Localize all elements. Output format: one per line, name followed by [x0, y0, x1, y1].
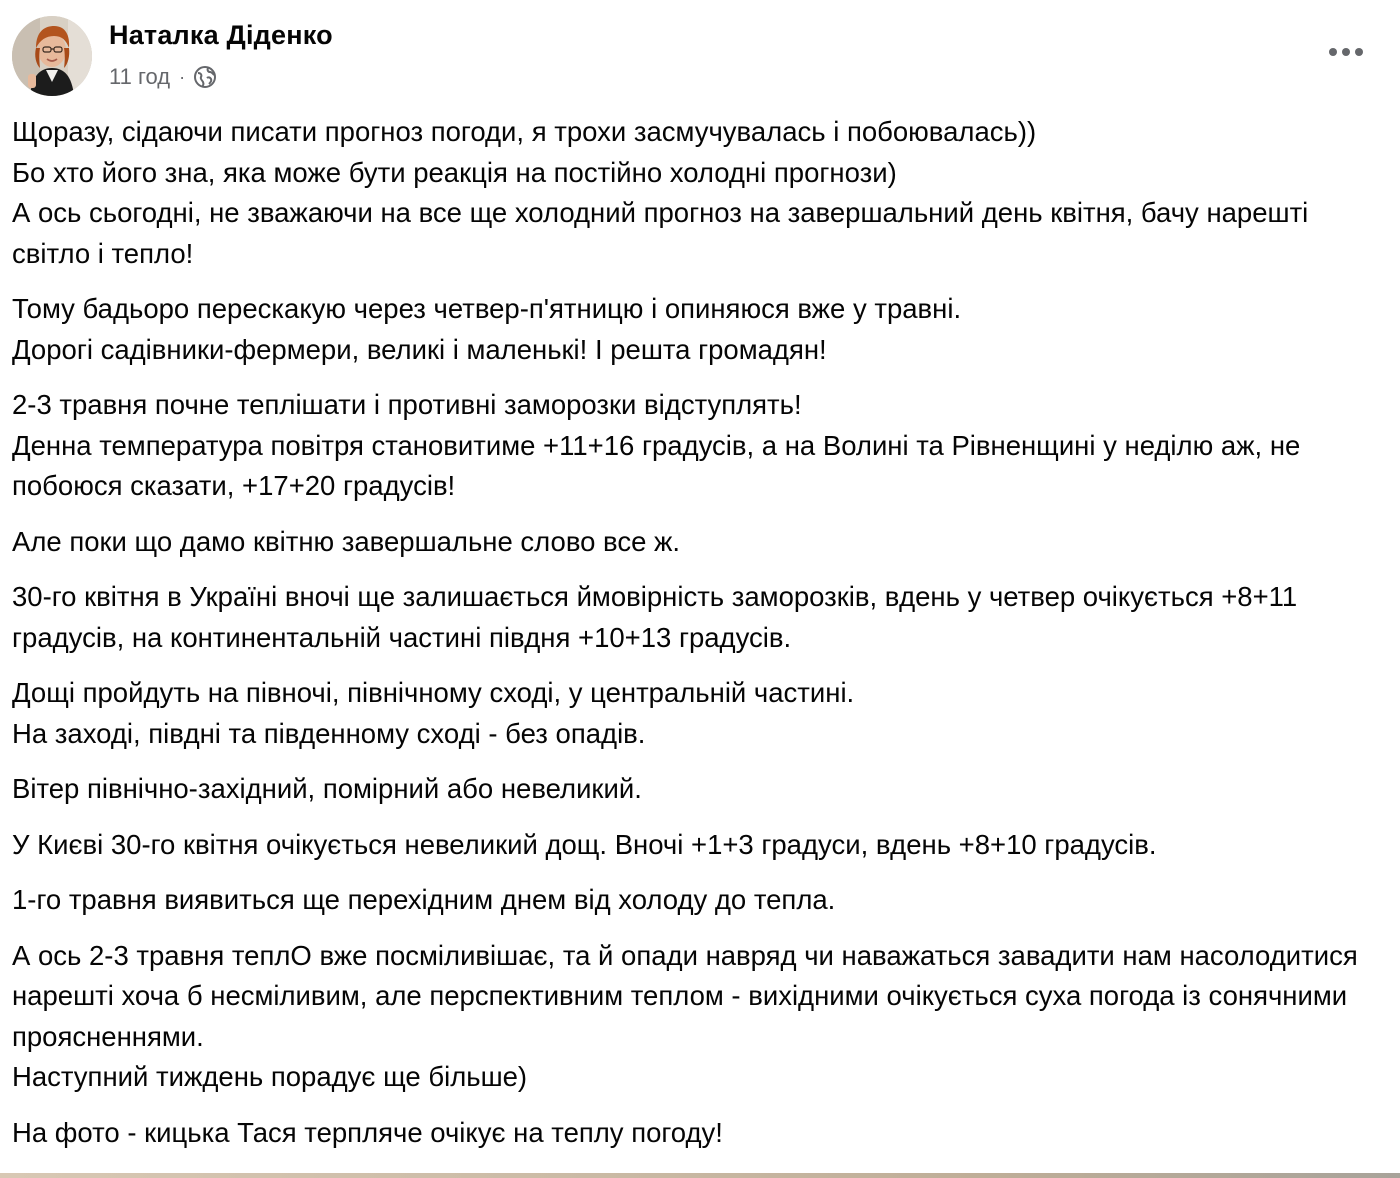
meta-separator: ·: [179, 66, 186, 87]
author-name[interactable]: Наталка Діденко: [109, 20, 333, 50]
post-timestamp[interactable]: 11 год: [109, 64, 171, 89]
post-paragraph: А ось 2-3 травня теплО вже посміливішає, та й опади навряд чи наважаться завадити нам насолодитися нарешті хоча б несміливим, але перспективним теплом - вихідними очікується суха погода із сонячними проясненнями. Наступний тиждень порадує ще більше): [12, 939, 1358, 1092]
avatar-photo: [12, 16, 92, 96]
post-paragraph: 1-го травня виявиться ще перехідним днем від холоду до тепла.: [12, 884, 836, 915]
post-paragraph: На фото - кицька Тася терпляче очікує на теплу погоду!: [12, 1116, 723, 1148]
more-options-button[interactable]: [1324, 38, 1368, 66]
post-paragraph: 30-го квітня в Україні вночі ще залишається ймовірність заморозків, вдень у четвер очікується +8+11 градусів, на континентальній частині півдня +10+13 градусів.: [12, 581, 1298, 653]
post-text: [12, 112, 1388, 1168]
post-paragraph: Вітер північно-західний, помірний або невеликий.: [12, 773, 642, 804]
post-paragraph: У Києві 30-го квітня очікується невеликий дощ. Вночі +1+3 градуси, вдень +8+10 градусів.: [12, 828, 1157, 860]
post-paragraph: Щоразу, сідаючи писати прогноз погоди, я трохи засмучувалась і побоювалась)) Бо хто його зна, яка може бути реакція на постійно холодні прогнози) А ось сьогодні, не зважаючи на все ще холодний прогноз на завершальний день квітня, бачу нарешті світло і тепло!: [12, 116, 1309, 269]
post-meta: [109, 62, 217, 92]
author-avatar[interactable]: [12, 16, 92, 96]
globe-icon: [193, 65, 217, 89]
more-dots-icon: [1328, 47, 1364, 57]
post-paragraph: 2-3 травня почне теплішати і противні заморозки відступлять! Денна температура повітря становитиме +11+16 градусів, а на Волині та Рівненщині у неділю аж, не побоюся сказати, +17+20 градусів!: [12, 389, 1301, 501]
post-paragraph: Тому бадьоро перескакую через четвер-п'ятницю і опиняюся вже у травні. Дорогі садівники-фермери, великі і маленькі! І решта громадян!: [12, 293, 962, 365]
post-paragraph: Але поки що дамо квітню завершальне слово все ж.: [12, 525, 681, 557]
attached-photo-edge[interactable]: [0, 1173, 1400, 1178]
post-header: [12, 16, 1388, 96]
post-paragraph: Дощі пройдуть на півночі, північному сході, у центральній частині. На заході, півдні та південному сході - без опадів.: [12, 677, 855, 749]
